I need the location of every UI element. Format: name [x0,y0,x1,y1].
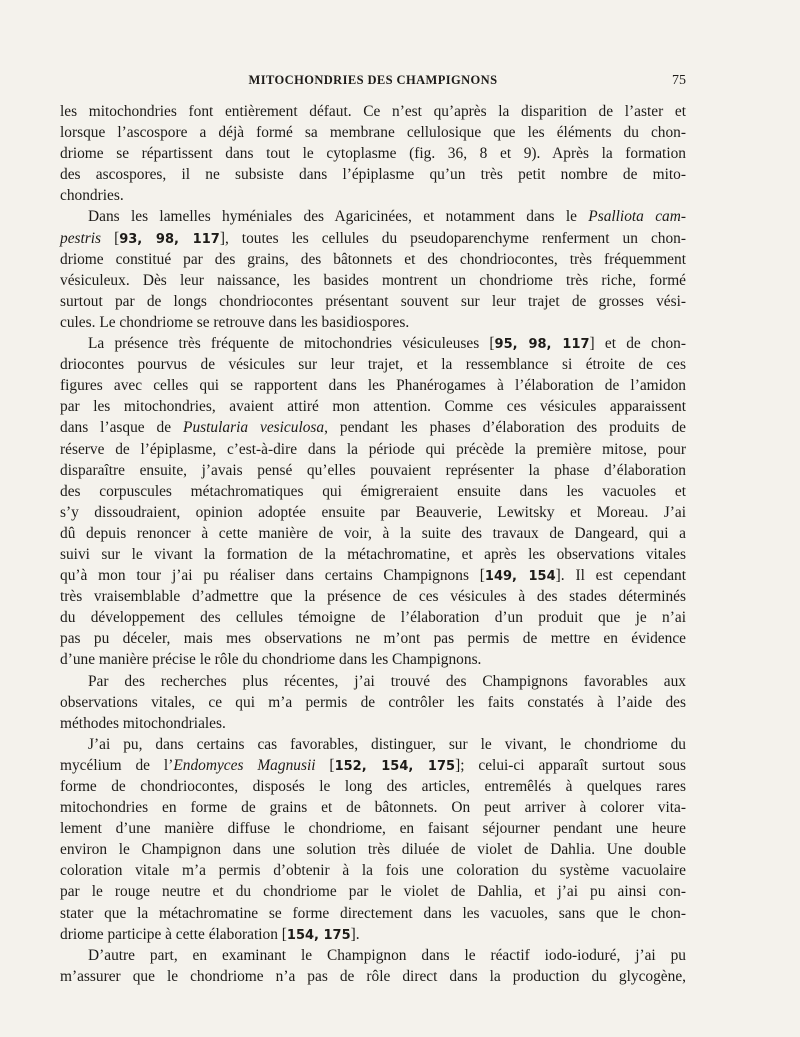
text-line: driome se répartissent dans tout le cytoplasme (fig. 36, 8 et 9). Après la formation [60,145,686,163]
text-line: dû depuis renoncer à cette manière de voir, à la suite des travaux de Dangeard, qui a [60,524,686,542]
text-line: dans l’asque de Pustularia vesiculosa, pendant les phases d’élaboration des produits de [60,419,687,437]
text-line: des corpuscules métachromatiques qui émigreraient ensuite dans les vacuoles et [60,482,686,500]
text-line: driocontes pourvus de vésicules sur leur trajet, et la ressemblance si étroite de ces [60,356,686,374]
text-line: pas pu déceler, mais mes observations ne m’ont pas permis de mettre en évidence [60,630,686,648]
text-line: réserve de l’épiplasme, c’est-à-dire dans la période qui précède la première mitose, pour [60,440,686,458]
text-line: environ le Champignon dans une solution très diluée de violet de Dahlia. Une double [60,841,686,859]
text-line: coloration vitale m’a permis d’obtenir à la fois une coloration du système vacuolaire [60,862,686,880]
text-line: par les mitochondries, avaient attiré mon attention. Comme ces vésicules apparaissent [60,398,686,416]
text-line: d’une manière précise le rôle du chondriome dans les Champignons. [60,651,482,669]
text-line: figures avec celles qui se rapportent dans les Phanérogames à l’élaboration de l’amidon [60,377,686,395]
text-line: méthodes mitochondriales. [60,714,226,732]
text-line: vésiculeux. Dès leur naissance, les basides montrent un chondriome très riche, formé [60,271,686,289]
text-line: des ascospores, il ne subsiste dans l’épiplasme qu’un très petit nombre de mito- [60,166,686,184]
text-line: disparaître ensuite, j’avais pensé qu’elles pouvaient représenter la phase d’élaboration [60,461,686,479]
text-line: qu’à mon tour j’ai pu réaliser dans certains Champignons [149, 154]. Il est cependant [60,567,686,585]
text-line: lement d’une manière diffuse le chondriome, en faisant séjourner pendant une heure [60,820,686,838]
running-title: MITOCHONDRIES DES CHAMPIGNONS [248,73,498,87]
text-line: cules. Le chondriome se retrouve dans les basidiospores. [60,313,410,331]
text-line: stater que la métachromatine se forme directement dans les vacuoles, sans que le chon- [60,904,686,922]
text-line: observations vitales, ce qui m’a permis de contrôler les faits constatés à l’aide des [60,693,686,711]
text-line: D’autre part, en examinant le Champignon dans le réactif iodo-ioduré, j’ai pu [88,946,686,964]
text-line: J’ai pu, dans certains cas favorables, distinguer, sur le vivant, le chondriome du [88,735,686,753]
text-line: chondries. [60,187,124,205]
text-line: m’assurer que le chondriome n’a pas de rôle direct dans la production du glycogène, [60,967,686,985]
body-text [60,101,686,987]
running-head [60,73,686,93]
text-line: mitochondries en forme de grains et de bâtonnets. On peut arriver à colorer vita- [60,799,686,817]
text-line: Dans les lamelles hyméniales des Agaricinées, et notamment dans le Psalliota cam- [88,208,686,226]
text-line: du développement des cellules témoigne de l’élaboration d’un produit que je n’ai [60,609,686,627]
text-line: par le rouge neutre et du chondriome par le violet de Dahlia, et j’ai pu ainsi con- [60,883,686,901]
text-line: surtout par de longs chondriocontes présentant souvent sur leur trajet de grosses vési- [60,292,686,310]
text-line: pestris [93, 98, 117], toutes les cellules du pseudoparenchyme renferment un chon- [60,229,686,247]
text-line: lorsque l’ascospore a déjà formé sa membrane cellulosique que les éléments du chon- [60,124,686,142]
text-line: suivi sur le vivant la formation de la métachromatine, et après les observations vitales [60,545,686,563]
text-line: Par des recherches plus récentes, j’ai trouvé des Champignons favorables aux [88,672,686,690]
page-number: 75 [672,73,686,88]
text-line: très vraisemblable d’admettre que la présence de ces vésicules à des stades déterminés [60,588,686,606]
text-line: driome constitué par des grains, des bâtonnets et des chondriocontes, très fréquemment [60,250,686,268]
text-line: les mitochondries font entièrement défaut. Ce n’est qu’après la disparition de l’aster et [60,103,686,120]
text-line: mycélium de l’Endomyces Magnusii [152, 154, 175]; celui-ci apparaît surtout sous [60,756,686,774]
text-line: forme de chondriocontes, disposés le long des articles, entremêlés à quelques rares [60,778,686,795]
text-line: driome participe à cette élaboration [154, 175]. [60,925,360,943]
text-line: s’y dissoudraient, opinion adoptée ensuite par Beauverie, Lewitsky et Moreau. J’ai [60,503,686,521]
text-line: La présence très fréquente de mitochondries vésiculeuses [95, 98, 117] et de chon- [88,335,686,353]
